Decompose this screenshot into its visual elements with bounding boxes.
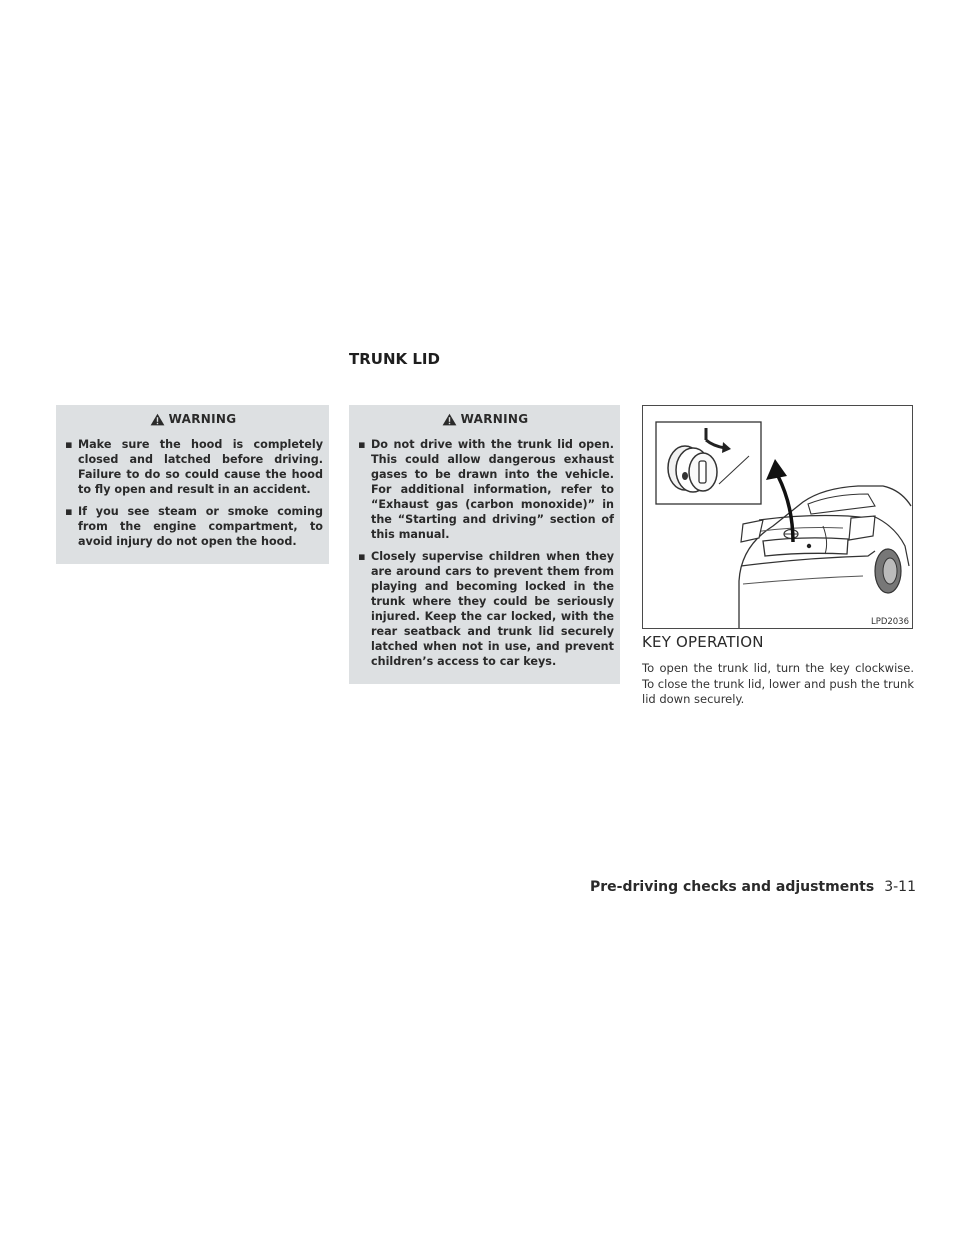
warning-header xyxy=(63,409,323,429)
warning-title: WARNING xyxy=(168,412,237,426)
warning-list xyxy=(356,437,614,669)
key-operation-text: To open the trunk lid, turn the key clockwise. To close the trunk lid, lower and push the trunk lid down securely. xyxy=(642,661,914,706)
trunk-key-figure xyxy=(642,405,913,629)
warning-title: WARNING xyxy=(460,412,529,426)
section-title: TRUNK LID xyxy=(349,350,440,368)
page-footer xyxy=(590,879,916,895)
warning-item: ▪ Closely supervise children when they are around cars to prevent them from playing and becoming locked in the trunk where they could be seriously injured. Keep the car locked, with the rear seatback and trunk lid securely latched when not in use, and prevent children’s access to car keys. xyxy=(358,550,614,668)
warning-item: ▪ Make sure the hood is completely closed and latched before driving. Failure to do so could cause the hood to fly open and result in an accident. xyxy=(65,438,323,496)
warning-triangle-icon xyxy=(150,413,165,426)
page-number: 3-11 xyxy=(884,879,916,895)
warning-box-trunk xyxy=(349,405,620,684)
warning-item: ▪ If you see steam or smoke coming from the engine compartment, to avoid injury do not open the hood. xyxy=(65,505,323,548)
trunk-key-illustration-icon xyxy=(643,406,912,628)
warning-box-hood xyxy=(56,405,329,564)
warning-header xyxy=(356,409,614,429)
footer-title: Pre-driving checks and adjustments xyxy=(590,879,875,895)
warning-item: ▪ Do not drive with the trunk lid open. This could allow dangerous exhaust gases to be drawn into the vehicle. For additional information, refer to “Exhaust gas (carbon monoxide)” in the “Starting and driving” section of this manual. xyxy=(358,438,614,541)
warning-triangle-icon xyxy=(442,413,457,426)
warning-list xyxy=(63,437,323,549)
key-operation-heading: KEY OPERATION xyxy=(642,633,764,651)
figure-label: LPD2036 xyxy=(870,617,909,627)
